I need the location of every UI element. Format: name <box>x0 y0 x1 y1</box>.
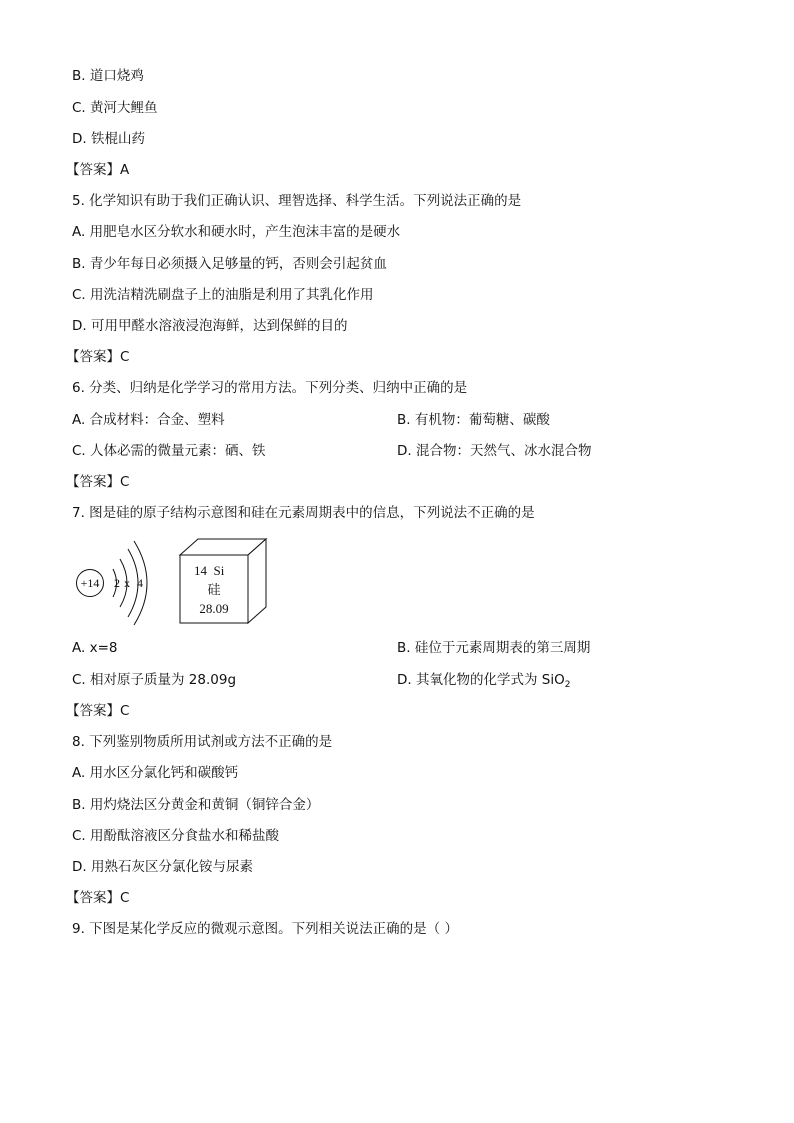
q6-option-a: A. 合成材料：合金、塑料 <box>72 412 225 428</box>
cell-atomic-mass: 28.09 <box>199 601 229 616</box>
q7-option-d-subscript: 2 <box>564 680 571 690</box>
atom-structure-diagram <box>77 541 148 625</box>
periodic-table-cell <box>180 539 266 623</box>
q5-answer <box>66 348 129 366</box>
answer-label: 【答案】 <box>66 162 120 178</box>
answer-label: 【答案】 <box>66 703 120 719</box>
q7-option-d-text: D. 其氧化物的化学式为 SiO <box>397 672 565 688</box>
q7-option-b: B. 硅位于元素周期表的第三周期 <box>397 640 591 656</box>
shell2-electrons: x <box>124 576 130 590</box>
q6-answer <box>66 473 129 491</box>
answer-value: C <box>120 890 130 906</box>
q5-option-d: D. 可用甲醛水溶液浸泡海鲜，达到保鲜的目的 <box>72 318 348 334</box>
q9-stem: 9. 下图是某化学反应的微观示意图。下列相关说法正确的是（ ） <box>72 921 458 937</box>
shell3-electrons: 4 <box>137 576 143 590</box>
q6-option-d: D. 混合物：天然气、冰水混合物 <box>397 443 592 459</box>
q4-option-b: B. 道口烧鸡 <box>72 68 144 84</box>
q7-option-a: A. x=8 <box>72 640 118 656</box>
q7-option-d <box>397 671 570 694</box>
q8-answer <box>66 889 129 907</box>
answer-value: C <box>120 349 130 365</box>
q8-option-a: A. 用水区分氯化钙和碳酸钙 <box>72 765 239 781</box>
q8-option-b: B. 用灼烧法区分黄金和黄铜（铜锌合金） <box>72 797 320 813</box>
q5-option-a: A. 用肥皂水区分软水和硬水时，产生泡沫丰富的是硬水 <box>72 224 401 240</box>
q8-option-c: C. 用酚酞溶液区分食盐水和稀盐酸 <box>72 828 280 844</box>
cell-number-symbol: 14 Si <box>194 563 225 578</box>
answer-label: 【答案】 <box>66 349 120 365</box>
answer-value: C <box>120 474 130 490</box>
shell1-electrons: 2 <box>114 576 120 590</box>
answer-label: 【答案】 <box>66 474 120 490</box>
q8-option-d: D. 用熟石灰区分氯化铵与尿素 <box>72 859 253 875</box>
answer-value: C <box>120 703 130 719</box>
nucleus-charge: +14 <box>80 576 100 590</box>
cell-element-name: 硅 <box>207 583 221 598</box>
q7-stem: 7. 图是硅的原子结构示意图和硅在元素周期表中的信息，下列说法不正确的是 <box>72 505 535 521</box>
q5-option-b: B. 青少年每日必须摄入足够量的钙，否则会引起贫血 <box>72 256 387 272</box>
q5-option-c: C. 用洗洁精洗刷盘子上的油脂是利用了其乳化作用 <box>72 287 374 303</box>
q7-option-c: C. 相对原子质量为 28.09g <box>72 672 237 688</box>
q6-option-b: B. 有机物：葡萄糖、碳酸 <box>397 412 550 428</box>
q4-answer <box>66 161 129 179</box>
answer-label: 【答案】 <box>66 890 120 906</box>
q4-option-d: D. 铁棍山药 <box>72 131 145 147</box>
q6-option-c: C. 人体必需的微量元素：硒、铁 <box>72 443 266 459</box>
answer-value: A <box>120 162 130 178</box>
silicon-figure <box>72 535 272 627</box>
q5-stem: 5. 化学知识有助于我们正确认识、理智选择、科学生活。下列说法正确的是 <box>72 193 522 209</box>
q6-stem: 6. 分类、归纳是化学学习的常用方法。下列分类、归纳中正确的是 <box>72 380 468 396</box>
q7-answer <box>66 702 129 720</box>
q4-option-c: C. 黄河大鲤鱼 <box>72 100 158 116</box>
q8-stem: 8. 下列鉴别物质所用试剂或方法不正确的是 <box>72 734 333 750</box>
